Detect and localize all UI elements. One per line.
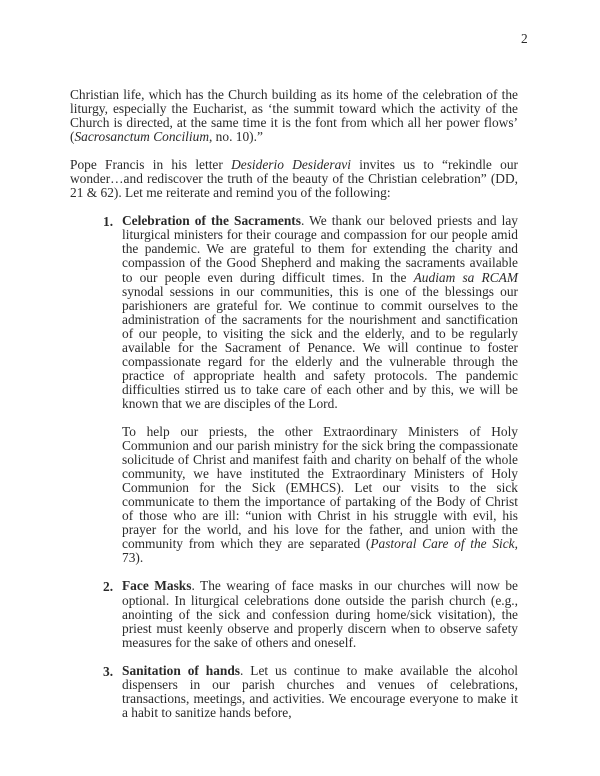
- document-body: [70, 88, 518, 720]
- item-title: Face Masks: [122, 578, 192, 594]
- list-item-face-masks: [70, 579, 518, 663]
- item-paragraph: Sanitation of hands. Let us continue to make available the alcohol dispensers in our parish churches and venues of celebrations, transactions, meetings, and activities. We encourage everyone to make it a habit to sanitize hands before,: [122, 662, 519, 720]
- list-item-sanitation: [70, 664, 518, 720]
- citation: Pastoral Care of the Sick: [370, 536, 515, 552]
- item-title: Celebration of the Sacraments: [122, 213, 301, 229]
- list-number: 1.: [103, 214, 114, 230]
- list-number: 3.: [103, 663, 114, 679]
- page-number: 2: [521, 31, 528, 46]
- citation: Desiderio Desideravi: [231, 157, 351, 173]
- item-paragraph: Celebration of the Sacraments. We thank our beloved priests and lay liturgical ministers for their courage and compassion for our people amid the pandemic. We are grateful to them for extending the charity and compassion of the Good Shepherd and making the sacraments available to our people even during difficult times. In the Audiam sa RCAM synodal sessions in our communities, this is one of the blessings our parishioners are grateful for. We continue to commit ourselves to the administration of the sacraments for the nourishment and sanctification of our people, to visiting the sick and the elderly, and to be regularly available for the Sacrament of Penance. We will continue to foster compassionate regard for the elderly and the vulnerable through the practice of appropriate health and safety protocols. The pandemic difficulties stirred us to take care of each other and by this, we will be known that we are disciples of the Lord.: [122, 213, 519, 411]
- numbered-list: [70, 214, 518, 720]
- list-number: 2.: [103, 579, 114, 595]
- citation: Sacrosanctum Concilium: [74, 129, 209, 145]
- intro-paragraph-2: Pope Francis in his letter Desiderio Desideravi invites us to “rekindle our wonder…and rediscover the truth of the beauty of the Christian celebration” (DD, 21 & 62). Let me reiterate and remind you of the following:: [70, 157, 518, 201]
- intro-paragraph-1: Christian life, which has the Church building as its home of the celebration of the liturgy, especially the Eucharist, as ‘the summit toward which the activity of the Church is directed, at the same time it is the font from which all her power flows’ (Sacrosanctum Concilium, no. 10).”: [70, 87, 518, 145]
- item-title: Sanitation of hands: [122, 662, 241, 678]
- item-paragraph: To help our priests, the other Extraordinary Ministers of Holy Communion and our parish ministry for the sick bring the compassionate solicitude of Christ and manifest faith and charity on behalf of the whole community, we have instituted the Extraordinary Ministers of Holy Communion for the Sick (EMHCS). Let our visits to the sick communicate to them the importance of partaking of the Body of Christ of those who are ill: “union with Christ in his struggle with evil, his prayer for the world, and his love for the father, and union with the community from which they are separated (Pastoral Care of the Sick, 73).: [122, 423, 518, 566]
- list-item-sacraments: [70, 214, 518, 579]
- item-paragraph: Face Masks. The wearing of face masks in our churches will now be optional. In liturgical celebrations done outside the parish church (e.g., anointing of the sick and confession during home/sick visitation), the priest must keenly observe and properly discern when to observe safety measures for the sake of others and oneself.: [122, 578, 518, 650]
- citation: Audiam sa RCAM: [413, 269, 519, 285]
